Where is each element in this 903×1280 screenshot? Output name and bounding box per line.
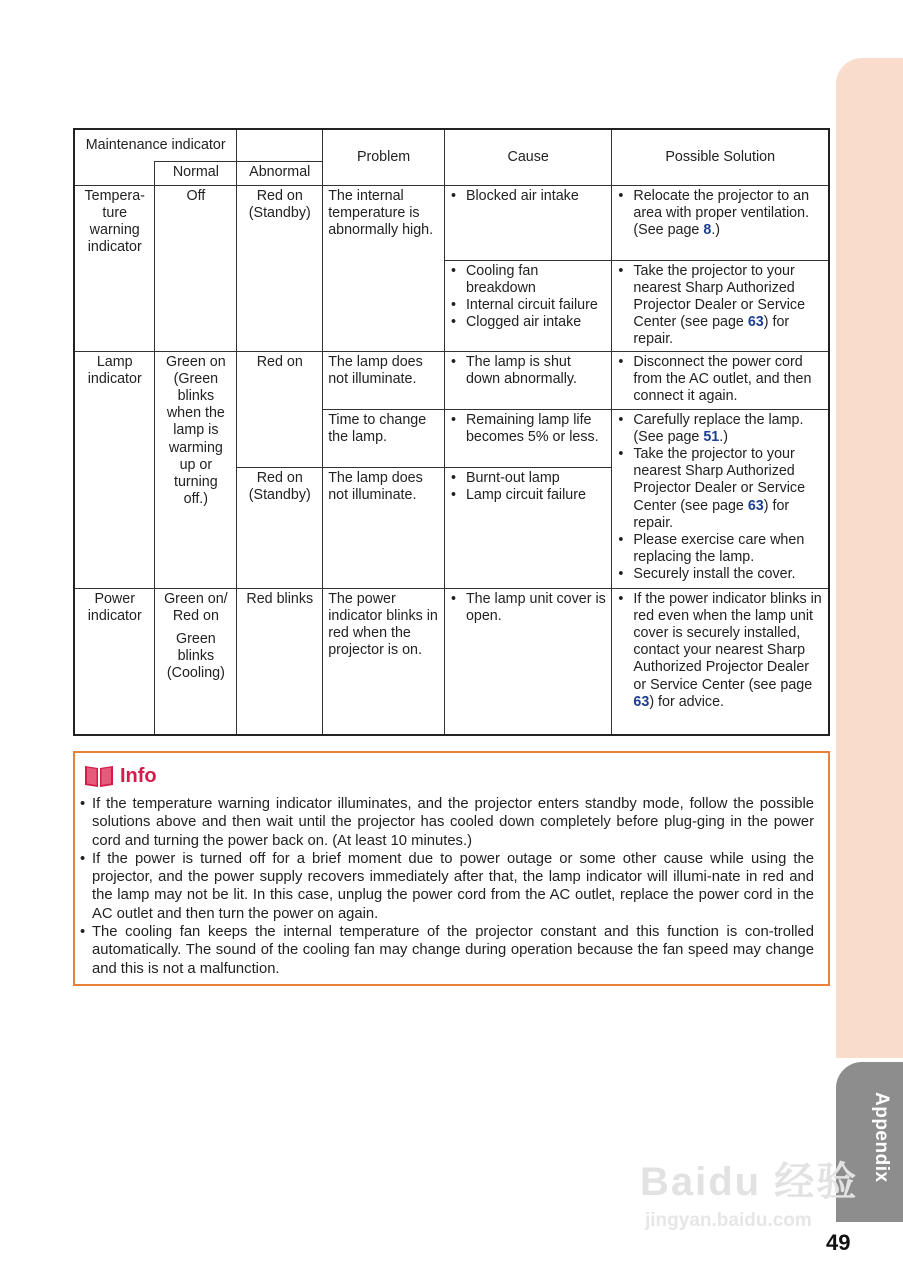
lamp-abnormal-1: Red on — [237, 351, 323, 467]
lamp-abnormal-2: Red on (Standby) — [237, 467, 323, 588]
list-item: • Burnt-out lamp — [450, 470, 606, 487]
page-ref-link[interactable]: 63 — [633, 693, 650, 710]
list-item: • Disconnect the power cord from the AC outlet, and then connect it again. — [617, 354, 823, 406]
header-maintenance-indicator: Maintenance indicator — [74, 129, 237, 161]
page-ref-link[interactable]: 51 — [703, 428, 720, 445]
lamp-problem-2: Time to change the lamp. — [323, 409, 445, 467]
power-cause — [444, 588, 611, 735]
list-item: • Securely install the cover. — [617, 566, 823, 583]
page-number: 49 — [826, 1230, 851, 1255]
temp-abnormal: Red on (Standby) — [237, 185, 323, 351]
lamp-problem-1: The lamp does not illuminate. — [323, 351, 445, 409]
power-indicator-label: Power indicator — [74, 588, 155, 735]
power-normal: Green on/ Red on Green blinks (Cooling) — [155, 588, 237, 735]
list-item: • Cooling fan breakdown — [450, 263, 606, 297]
info-list — [80, 795, 814, 978]
list-item: • Take the projector to your nearest Sharp Authorized Projector Dealer or Service Center (see page 63) for repair. — [617, 263, 823, 349]
info-item: • The cooling fan keeps the internal temperature of the projector constant and this function is con-trolled automatically. The sound of the cooling fan may change during operation because the fan speed may change and this is not a malfunction. — [80, 923, 814, 978]
power-solution — [612, 588, 829, 735]
header-solution: Possible Solution — [612, 129, 829, 185]
list-item: • If the power indicator blinks in red even when the lamp unit cover is securely installed, contact your nearest Sharp Authorized Projector Dealer or Service Center (see page 63) for advice. — [617, 591, 823, 711]
list-item: • The lamp is shut down abnormally. — [450, 354, 606, 388]
list-item: • Relocate the projector to an area with proper ventilation. (See page 8.) — [617, 188, 823, 240]
maintenance-table — [73, 128, 830, 736]
list-item: • Carefully replace the lamp. (See page 51.) — [617, 412, 823, 446]
watermark-url: jingyan.baidu.com — [645, 1210, 812, 1231]
side-tab-background — [836, 58, 903, 1058]
info-box — [73, 751, 830, 986]
list-item: • Take the projector to your nearest Sharp Authorized Projector Dealer or Service Center (see page 63) for repair. — [617, 446, 823, 532]
appendix-tab-label: Appendix — [871, 1092, 892, 1183]
list-item: • Please exercise care when replacing the lamp. — [617, 532, 823, 566]
lamp-normal: Green on (Green blinks when the lamp is warming up or turning off.) — [155, 351, 237, 588]
lamp-indicator-label: Lamp indicator — [74, 351, 155, 588]
lamp-problem-3: The lamp does not illuminate. — [323, 467, 445, 588]
info-title: Info — [120, 764, 157, 787]
info-item: • If the power is turned off for a brief moment due to power outage or some other cause while using the projector, and the power supply recovers immediately after that, the lamp indicator will illumi-nate in red and the lamp may not be lit. In this case, unplug the power cord from the AC outlet, replace the power cord in the AC outlet and then turn the power on again. — [80, 850, 814, 923]
list-item: • The lamp unit cover is open. — [450, 591, 606, 625]
page-ref-link[interactable]: 63 — [747, 497, 764, 514]
header-normal: Normal — [155, 161, 237, 185]
page-ref-link[interactable]: 63 — [747, 314, 764, 331]
temp-cause-2 — [444, 260, 611, 351]
temp-solution-2 — [612, 260, 829, 351]
list-item: • Lamp circuit failure — [450, 487, 606, 504]
header-problem: Problem — [323, 129, 445, 185]
temp-cause-1 — [444, 185, 611, 260]
temp-normal: Off — [155, 185, 237, 351]
list-item: • Remaining lamp life becomes 5% or less. — [450, 412, 606, 446]
info-item: • If the temperature warning indicator illuminates, and the projector enters standby mode, follow the possible solutions above and then wait until the projector has cooled down completely before plug-ging in the power cord and turning the power back on. (At least 10 minutes.) — [80, 795, 814, 850]
header-cause: Cause — [444, 129, 611, 185]
page-ref-link[interactable]: 8 — [703, 221, 712, 238]
temp-problem: The internal temperature is abnormally high. — [323, 185, 445, 351]
book-icon — [84, 764, 114, 788]
watermark-logo: Baidu 经验 — [640, 1160, 859, 1204]
list-item: • Clogged air intake — [450, 314, 606, 331]
power-abnormal: Red blinks — [237, 588, 323, 735]
lamp-solution-2 — [612, 409, 829, 588]
lamp-cause-1 — [444, 351, 611, 409]
power-problem: The power indicator blinks in red when the projector is on. — [323, 588, 445, 735]
lamp-cause-3 — [444, 467, 611, 588]
temp-solution-1 — [612, 185, 829, 260]
lamp-cause-2 — [444, 409, 611, 467]
temp-indicator-label: Tempera-ture warning indicator — [74, 185, 155, 351]
header-abnormal: Abnormal — [237, 161, 323, 185]
info-header — [84, 763, 814, 789]
list-item: • Internal circuit failure — [450, 297, 606, 314]
lamp-solution-1 — [612, 351, 829, 409]
list-item: • Blocked air intake — [450, 188, 606, 205]
